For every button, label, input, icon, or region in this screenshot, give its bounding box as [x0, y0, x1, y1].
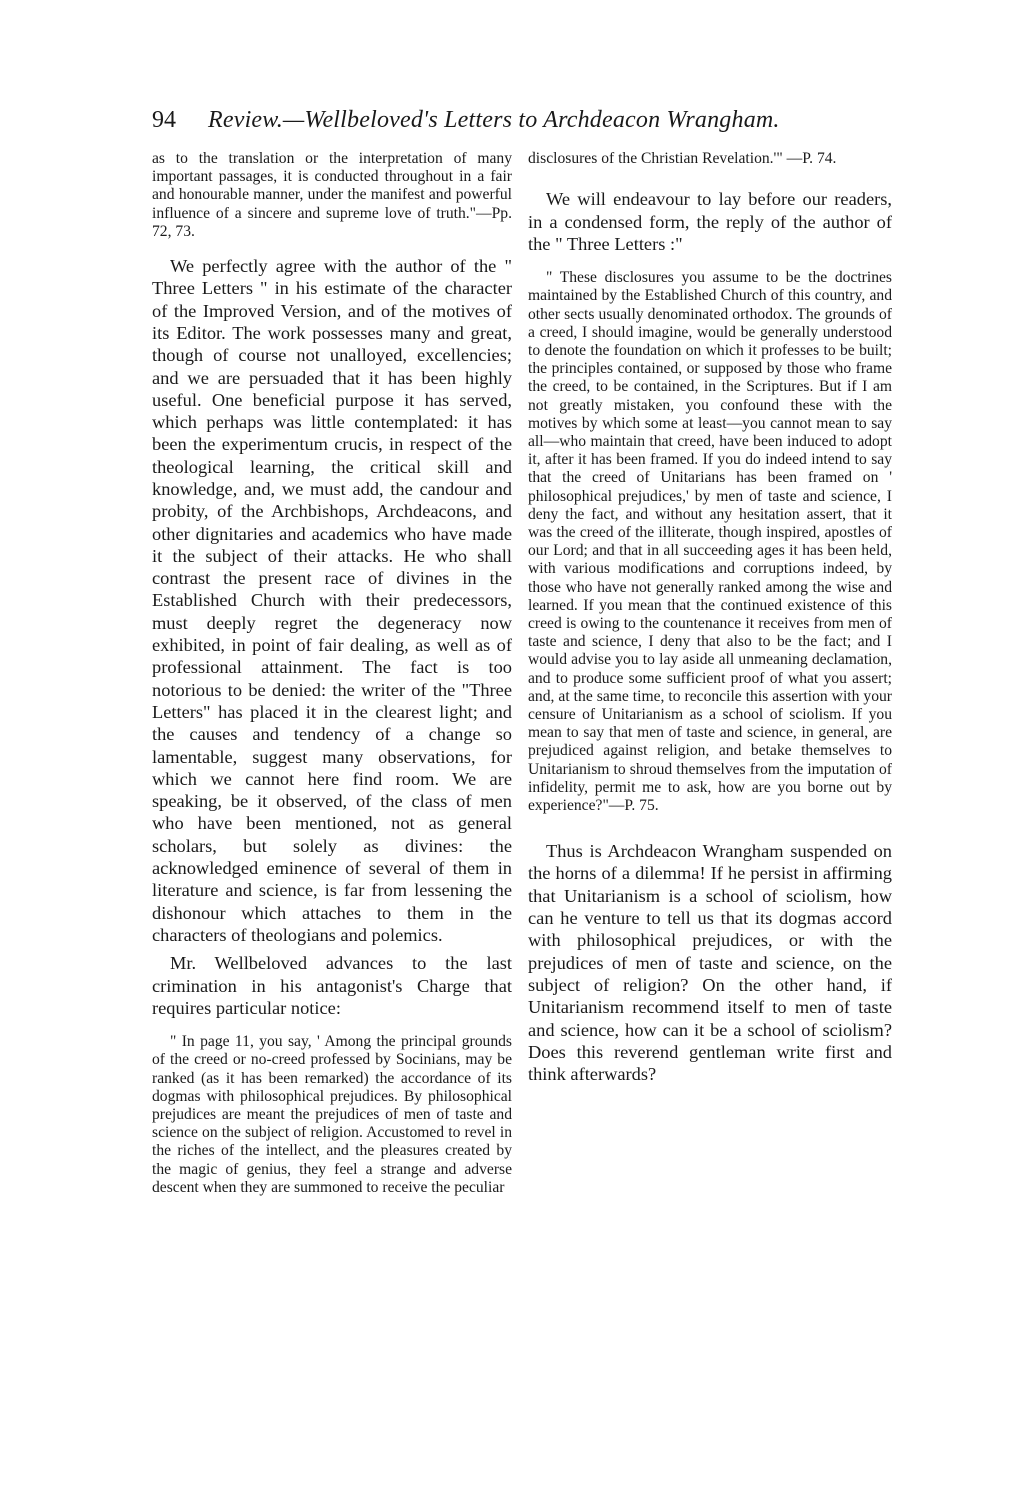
- paragraph-reply-intro: We will endeavour to lay before our readers, in a condensed form, the reply of the author of the " Three Letters :": [528, 189, 892, 254]
- paragraph-crimination: Mr. Wellbeloved advances to the last crimination in his antagonist's Charge that requires particular notice:: [152, 953, 512, 1018]
- paragraph-agreement: We perfectly agree with the author of the " Three Letters " in his estimate of the character of the Improved Version, and of the motives of its Editor. The work possesses many and great, though of course not unalloyed, excellencies; and we are persuaded that it has been highly useful. One beneficial purpose it has served, which perhaps was little contemplated: it has been the experimentum crucis, in respect of the theological learning, the critical skill and knowledge, and, we must add, the candour and probity, of the Archbishops, Archdeacons, and other dignitaries and academics who have made it the subject of their attacks. He who shall contrast the present race of divines in the Established Church with their predecessors, must deeply regret the degeneracy now exhibited, in point of fair dealing, as well as of professional attainment. The fact is too notorious to be denied: the writer of the "Three Letters" has placed it in the clearest light; and the causes and tendency of a change so lamentable, suggest many observations, for which we cannot here find room. We are speaking, be it observed, of the class of men who have been mentioned, not as general scholars, but solely as divines: the acknowledged eminence of several of them in literature and science, is far from lessening the dishonour which attaches to them in the characters of theologians and polemics.: [152, 256, 512, 945]
- quote-philosophical-prejudices: " In page 11, you say, ' Among the principal grounds of the creed or no-creed professed by Socinians, may be ranked (as it has been remarked) the accordance of its dogmas with philosophical prejudices. By philosophical prejudices are meant the prejudices of men of taste and science on the subject of religion. Accustomed to revel in the riches of the intellect, and the pleasures created by the magic of genius, they feel a strange and adverse descent when they are summoned to receive the peculiar: [152, 1033, 512, 1196]
- page-header: [152, 107, 912, 141]
- running-head: Review.—Wellbeloved's Letters to Archdeacon Wrangham.: [208, 107, 780, 133]
- quote-reply: " These disclosures you assume to be the doctrines maintained by the Established Church of this country, and other sects usually denominated orthodox. The grounds of a creed, I should imagine, would be generally understood to denote the foundation on which it professes to be built; the principles contained, or supposed by those who frame the creed, to be contained, in the Scriptures. But if I am not greatly mistaken, you confound these with the motives by which some at least—you cannot mean to say all—who maintain that creed, have been induced to adopt it, after it has been framed. If you do indeed intend to say that the creed of Unitarians has been framed on ' philosophical prejudices,' by men of taste and science, I deny the fact, and without any hesitation assert, that it was the creed of the illiterate, though inspired, apostles of our Lord; and that in all succeeding ages it has been held, with various modifications and corruptions indeed, by those who have not generally ranked among the wise and learned. If you mean that the continued existence of this creed is owing to the countenance it receives from men of taste and science, I deny that also to be the fact; and I would advise you to lay aside all unmeaning declamation, and to produce some sufficient proof of what you assert; and, at the same time, to reconcile this assertion with your censure of Unitarianism as a school of sciolism. If you mean to say that men of taste and science, in general, are prejudiced against religion, and betake themselves to Unitarianism to shroud themselves from the imputation of infidelity, permit me to ask, how are you borne out by experience?"—P. 75.: [528, 269, 892, 814]
- paragraph-dilemma: Thus is Archdeacon Wrangham suspended on the horns of a dilemma! If he persist in affirming that Unitarianism is a school of sciolism, how can he venture to tell us that its dogmas accord with philosophical prejudices, or with the prejudices of men of taste and science, on the subject of religion? On the other hand, if Unitarianism recommend itself to men of taste and science, how can it be a school of sciolism? Does this reverend gentleman write first and think afterwards?: [528, 841, 892, 1085]
- quote-end: disclosures of the Christian Revelation.'" —P. 74.: [528, 150, 837, 167]
- page-number: 94: [152, 107, 176, 133]
- quote-continuation: as to the translation or the interpretation of many important passages, it is conducted throughout in a fair and honourable manner, under the manifest and powerful influence of a sincere and supreme love of truth."—Pp. 72, 73.: [152, 150, 512, 240]
- right-column: [528, 150, 892, 1085]
- left-column: [152, 150, 512, 1197]
